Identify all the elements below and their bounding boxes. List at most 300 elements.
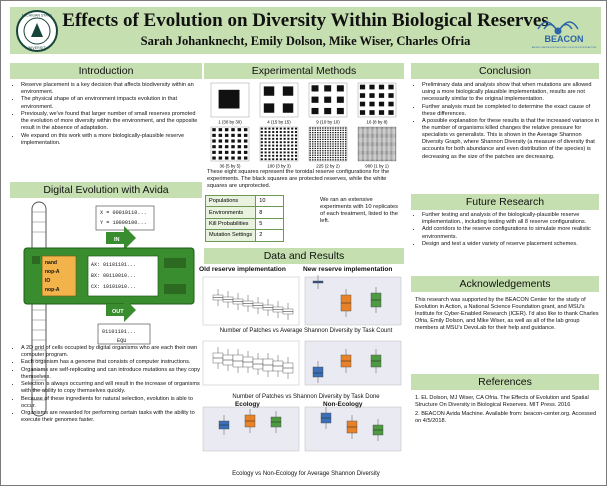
- reserve-cell: [376, 128, 377, 129]
- reserve-cell: [358, 137, 359, 138]
- reserve-cell: [342, 127, 343, 128]
- reserve-cell: [368, 134, 369, 135]
- reserve-cell: [395, 159, 396, 160]
- reserve-cell: [376, 159, 377, 160]
- plot-frame: [305, 277, 401, 325]
- reserve-cell: [371, 160, 372, 161]
- reserve-cell: [376, 148, 377, 149]
- reserve-cell: [389, 143, 390, 144]
- reserve-cell: [377, 157, 378, 158]
- reserve-cell: [265, 141, 267, 143]
- reserve-cell: [332, 148, 333, 149]
- reserve-cell: [362, 127, 363, 128]
- reserve-cell: [362, 148, 363, 149]
- reserve-cell: [379, 141, 380, 142]
- reserve-cell: [392, 128, 393, 129]
- reserve-grid: [211, 83, 249, 125]
- reserve-cell: [380, 144, 381, 145]
- reserve-cell: [370, 158, 371, 159]
- reserve-cell: [337, 155, 338, 156]
- avida-heading: Digital Evolution with Avida: [10, 182, 202, 198]
- reserve-cell: [368, 151, 369, 152]
- boxplot-box: [313, 367, 323, 377]
- reserve-cell: [360, 157, 361, 158]
- reserve-cell: [358, 154, 359, 155]
- reserve-cell: [342, 143, 343, 144]
- reserve-cell: [394, 135, 395, 136]
- reserve-cell: [377, 134, 378, 135]
- reserve-cell: [372, 132, 373, 133]
- reserve-cell: [368, 139, 369, 140]
- reserve-cell: [386, 152, 387, 153]
- reserve-cell: [219, 145, 222, 148]
- reserve-cell: [340, 148, 341, 149]
- reserve-cell: [291, 145, 293, 147]
- reserve-cell: [358, 141, 359, 142]
- reserve-cell: [389, 136, 390, 137]
- reserve-cell: [366, 134, 367, 135]
- reserve-cell: [317, 148, 318, 149]
- reserve-cell: [385, 156, 386, 157]
- intro-bullet: • Reserve placement is a key decision that affects biodiversity within an environment.: [21, 82, 202, 96]
- reserve-cell: [325, 155, 326, 156]
- reserve-cell: [394, 154, 395, 155]
- reserve-cell: [392, 158, 393, 159]
- reserve-cell: [377, 137, 378, 138]
- reserve-cell: [385, 146, 386, 147]
- reserve-cell: [295, 148, 297, 150]
- reserve-cell: [362, 131, 363, 132]
- reserve-cell: [390, 154, 391, 155]
- reserve-cell: [373, 146, 374, 147]
- reserve-cell: [268, 131, 270, 133]
- reserve-grid: [260, 127, 298, 169]
- reserve-cell: [372, 143, 373, 144]
- reserve-cell: [379, 137, 380, 138]
- reserve-cell: [320, 132, 321, 133]
- reserve-cell: [392, 140, 393, 141]
- acknowledgements-heading: Acknowledgements: [411, 276, 599, 292]
- reserve-cell: [387, 145, 388, 146]
- reserve-cell: [367, 131, 368, 132]
- reserve-cell: [370, 154, 371, 155]
- reserve-cell: [387, 160, 388, 161]
- reserve-cell: [362, 157, 363, 158]
- reserve-cell: [358, 151, 359, 152]
- title-banner: [10, 7, 601, 54]
- reserve-cell: [362, 146, 363, 147]
- param-name: Environments: [206, 207, 256, 218]
- reserve-cell: [272, 128, 274, 130]
- reserve-cell: [391, 157, 392, 158]
- reserve-cell: [376, 133, 377, 134]
- reserve-cell: [345, 137, 346, 138]
- reserve-cell: [382, 159, 383, 160]
- reserve-cell: [381, 148, 382, 149]
- reserve-cell: [384, 132, 385, 133]
- reserve-cell: [365, 152, 366, 153]
- reserve-cell: [367, 141, 368, 142]
- reserve-cell: [367, 159, 368, 160]
- reserve-cell: [391, 135, 392, 136]
- reserve-cell: [312, 108, 319, 114]
- reserve-cell: [377, 128, 378, 129]
- reserve-cell: [337, 127, 338, 128]
- reserve-cell: [380, 146, 381, 147]
- reserve-cell: [389, 132, 390, 133]
- reserve-cell: [322, 143, 323, 144]
- reserve-cell: [380, 145, 381, 146]
- reserve-cell: [370, 151, 371, 152]
- reserve-cell: [358, 142, 359, 143]
- reserve-cell: [317, 157, 318, 158]
- reserve-cell: [390, 151, 391, 152]
- reserve-cell: [394, 159, 395, 160]
- reserve-cell: [337, 148, 338, 149]
- reserve-cell: [387, 140, 388, 141]
- reserve-cell: [389, 140, 390, 141]
- reserve-cell: [362, 144, 363, 145]
- reserve-cell: [325, 141, 326, 142]
- reserve-cell: [373, 133, 374, 134]
- reserve-cell: [368, 152, 369, 153]
- reserve-cell: [384, 137, 385, 138]
- reserve-cell: [381, 129, 382, 130]
- reserve-cell: [390, 150, 391, 151]
- reserve-cell: [244, 145, 247, 148]
- reserve-cell: [382, 134, 383, 135]
- reserve-cell: [325, 127, 326, 128]
- reserve-cell: [384, 160, 385, 161]
- reserve-cell: [337, 97, 344, 103]
- reserve-cell: [361, 156, 362, 157]
- reserve-cell: [244, 139, 247, 142]
- reserve-cell: [360, 150, 361, 151]
- reserve-cell: [379, 139, 380, 140]
- reserve-cell: [327, 148, 328, 149]
- reserve-cell: [361, 149, 362, 150]
- reserve-cell: [389, 146, 390, 147]
- reserve-cell: [384, 139, 385, 140]
- reserve-cell: [358, 145, 359, 146]
- reserve-cell: [382, 153, 383, 154]
- reserve-cell: [317, 141, 318, 142]
- reserve-cell: [379, 132, 380, 133]
- reserve-cell: [280, 151, 282, 153]
- reserve-cell: [391, 136, 392, 137]
- reserve-cell: [371, 141, 372, 142]
- reserve-cell: [395, 143, 396, 144]
- param-value: 2: [256, 230, 284, 241]
- reserve-cell: [362, 132, 363, 133]
- reserve-cell: [392, 150, 393, 151]
- reserve-cell: [382, 144, 383, 145]
- reserve-cell: [382, 132, 383, 133]
- reserve-cell: [330, 143, 331, 144]
- reserve-cell: [366, 160, 367, 161]
- figure-2-caption: Number of Patches vs Shannon Diversity by Task Done: [232, 394, 380, 400]
- reserve-cell: [394, 136, 395, 137]
- reserve-cell: [358, 158, 359, 159]
- reserve-cell: [324, 97, 331, 103]
- reserve-cell: [310, 137, 311, 138]
- reserve-cell: [327, 127, 328, 128]
- reserve-cell: [391, 139, 392, 140]
- reserve-cell: [366, 152, 367, 153]
- reserve-cell: [387, 142, 388, 143]
- reserve-cell: [340, 139, 341, 140]
- reserve-cell: [325, 157, 326, 158]
- reserve-cell: [327, 143, 328, 144]
- reserve-cell: [392, 152, 393, 153]
- reserve-cell: [395, 149, 396, 150]
- reserve-cell: [291, 128, 293, 130]
- reserve-cell: [330, 152, 331, 153]
- reserve-cell: [368, 149, 369, 150]
- reserve-cell: [361, 143, 362, 144]
- reserve-cell: [371, 128, 372, 129]
- reserve-cell: [379, 136, 380, 137]
- genome-op: nop-A: [45, 287, 60, 293]
- reserve-cell: [332, 137, 333, 138]
- reserve-grid-label: 36 (5 by 5): [219, 163, 241, 169]
- reserve-cell: [272, 138, 274, 140]
- reserve-cell: [337, 143, 338, 144]
- reserve-cell: [379, 140, 380, 141]
- reserve-cell: [361, 157, 362, 158]
- reserve-cell: [330, 134, 331, 135]
- reserve-cell: [291, 141, 293, 143]
- reserve-cell: [382, 137, 383, 138]
- reserve-cell: [375, 150, 376, 151]
- reserve-cell: [382, 128, 383, 129]
- reserve-cell: [280, 138, 282, 140]
- reserve-cell: [395, 150, 396, 151]
- reserve-cell: [358, 146, 359, 147]
- reserve-cell: [392, 157, 393, 158]
- reserve-cell: [366, 157, 367, 158]
- reserve-cell: [385, 139, 386, 140]
- reserve-grid-label: 900 (1 by 1): [365, 163, 389, 169]
- reserve-cell: [268, 128, 270, 130]
- reserve-cell: [380, 128, 381, 129]
- reserve-cell: [390, 132, 391, 133]
- reserve-cell: [387, 129, 388, 130]
- reserve-cell: [372, 157, 373, 158]
- reserve-cell: [372, 156, 373, 157]
- reserve-cell: [365, 129, 366, 130]
- reserve-cell: [379, 110, 384, 115]
- reserve-cell: [377, 145, 378, 146]
- reserve-grid: [309, 83, 347, 125]
- reserve-cell: [284, 155, 286, 157]
- reserve-cell: [388, 102, 393, 107]
- reserve-cell: [231, 151, 234, 154]
- reserve-cell: [372, 128, 373, 129]
- reserve-cell: [272, 145, 274, 147]
- reserve-cell: [388, 85, 393, 90]
- reserve-cell: [377, 151, 378, 152]
- reserve-cell: [379, 151, 380, 152]
- reserve-cell: [389, 149, 390, 150]
- reserve-cell: [360, 145, 361, 146]
- reserve-cell: [368, 143, 369, 144]
- reserve-cell: [389, 134, 390, 135]
- reserve-cell: [385, 154, 386, 155]
- reserve-cell: [358, 148, 359, 149]
- reserve-cell: [395, 137, 396, 138]
- reserve-cell: [382, 152, 383, 153]
- reserve-cell: [389, 137, 390, 138]
- reserve-cell: [394, 151, 395, 152]
- reserve-cell: [377, 156, 378, 157]
- reserve-cell: [380, 158, 381, 159]
- reserve-cell: [387, 134, 388, 135]
- reserve-cell: [367, 134, 368, 135]
- reserve-cell: [287, 151, 289, 153]
- reserve-cell: [373, 148, 374, 149]
- reference-item: 2. BEACON Avida Machine. Available from: beacon-center.org. Accessed on 4/5/2018.: [415, 411, 597, 425]
- reserve-cell: [363, 131, 364, 132]
- reserve-cell: [384, 129, 385, 130]
- output-bits: 01101101...: [102, 329, 137, 335]
- reserve-cell: [322, 157, 323, 158]
- reserve-cell: [337, 141, 338, 142]
- reserve-cell: [392, 132, 393, 133]
- reserve-cell: [392, 148, 393, 149]
- reserve-cell: [362, 141, 363, 142]
- reserve-cell: [373, 156, 374, 157]
- reserve-cell: [330, 127, 331, 128]
- reserve-cell: [386, 127, 387, 128]
- reserve-cell: [367, 135, 368, 136]
- reserve-cell: [368, 131, 369, 132]
- reserve-cell: [395, 145, 396, 146]
- avida-bullet: • A 2D grid of cells occupied by digital organisms who are each their own computer program.: [21, 345, 202, 359]
- reserve-cell: [363, 134, 364, 135]
- reserve-cell: [366, 143, 367, 144]
- reserve-cell: [312, 132, 313, 133]
- reserve-cell: [371, 127, 372, 128]
- reserve-cell: [366, 144, 367, 145]
- reserve-cell: [379, 159, 380, 160]
- reserve-cell: [379, 134, 380, 135]
- reserve-cell: [380, 140, 381, 141]
- reserve-cell: [382, 142, 383, 143]
- out-label: OUT: [112, 309, 124, 315]
- reserve-cell: [380, 157, 381, 158]
- in-label: IN: [114, 237, 120, 243]
- reserve-cell: [272, 155, 274, 157]
- reserve-cell: [360, 129, 361, 130]
- reserve-cell: [386, 142, 387, 143]
- reserve-cell: [370, 153, 371, 154]
- reserve-cell: [391, 154, 392, 155]
- reserve-cell: [387, 131, 388, 132]
- reserve-cell: [362, 150, 363, 151]
- reserve-cell: [361, 134, 362, 135]
- reserve-cell: [231, 134, 234, 137]
- reserve-cell: [387, 149, 388, 150]
- reserve-cell: [238, 145, 241, 148]
- reserve-grid-label: 9 (10 by 10): [316, 119, 340, 125]
- reserve-cell: [389, 135, 390, 136]
- table-row: [206, 230, 284, 241]
- reserve-cell: [312, 150, 313, 151]
- reserve-cell: [345, 146, 346, 147]
- reserve-cell: [358, 152, 359, 153]
- reserve-cell: [317, 146, 318, 147]
- reserve-cell: [384, 142, 385, 143]
- reserve-cell: [371, 149, 372, 150]
- reserve-cell: [360, 153, 361, 154]
- reserve-cell: [219, 134, 222, 137]
- reserve-cell: [384, 157, 385, 158]
- reserve-cell: [315, 134, 316, 135]
- reserve-cell: [385, 159, 386, 160]
- parameters-table: [205, 195, 284, 242]
- reserve-cell: [389, 144, 390, 145]
- reserve-cell: [261, 148, 263, 150]
- reserve-cell: [376, 127, 377, 128]
- future-bullet: • Design and test a wider variety of reserve placement schemes.: [422, 241, 601, 248]
- reserve-cell: [317, 150, 318, 151]
- reserve-cell: [284, 128, 286, 130]
- reserve-cell: [390, 135, 391, 136]
- reserve-cell: [367, 129, 368, 130]
- reserve-configurations: [205, 81, 401, 169]
- reserve-cell: [312, 134, 313, 135]
- table-row: [206, 207, 284, 218]
- reserve-cell: [391, 127, 392, 128]
- reserve-cell: [377, 154, 378, 155]
- reserve-cell: [362, 159, 363, 160]
- reserve-cell: [377, 144, 378, 145]
- reserve-cell: [363, 160, 364, 161]
- reserve-cell: [361, 151, 362, 152]
- reserve-cell: [366, 135, 367, 136]
- reserve-cell: [381, 146, 382, 147]
- reserve-cell: [390, 142, 391, 143]
- reserve-cell: [381, 160, 382, 161]
- reserve-cell: [370, 127, 371, 128]
- reserve-cell: [391, 152, 392, 153]
- reserve-cell: [361, 139, 362, 140]
- reserve-cell: [377, 133, 378, 134]
- reserve-cell: [372, 149, 373, 150]
- methods-heading: Experimental Methods: [204, 63, 404, 79]
- reserve-cell: [375, 144, 376, 145]
- reserve-cell: [312, 152, 313, 153]
- reserve-cell: [390, 143, 391, 144]
- reserve-cell: [330, 141, 331, 142]
- reserve-cell: [385, 137, 386, 138]
- reserve-cell: [315, 155, 316, 156]
- reserve-cell: [363, 158, 364, 159]
- reserve-cell: [284, 151, 286, 153]
- reserve-cell: [392, 156, 393, 157]
- reserve-cell: [377, 141, 378, 142]
- reserve-cell: [287, 155, 289, 157]
- reserve-cell: [312, 139, 313, 140]
- reserve-cell: [380, 141, 381, 142]
- reserve-cell: [387, 150, 388, 151]
- reserve-cell: [320, 148, 321, 149]
- reserve-cell: [381, 154, 382, 155]
- reserve-cell: [379, 146, 380, 147]
- reserve-cell: [365, 144, 366, 145]
- reserve-cell: [244, 134, 247, 137]
